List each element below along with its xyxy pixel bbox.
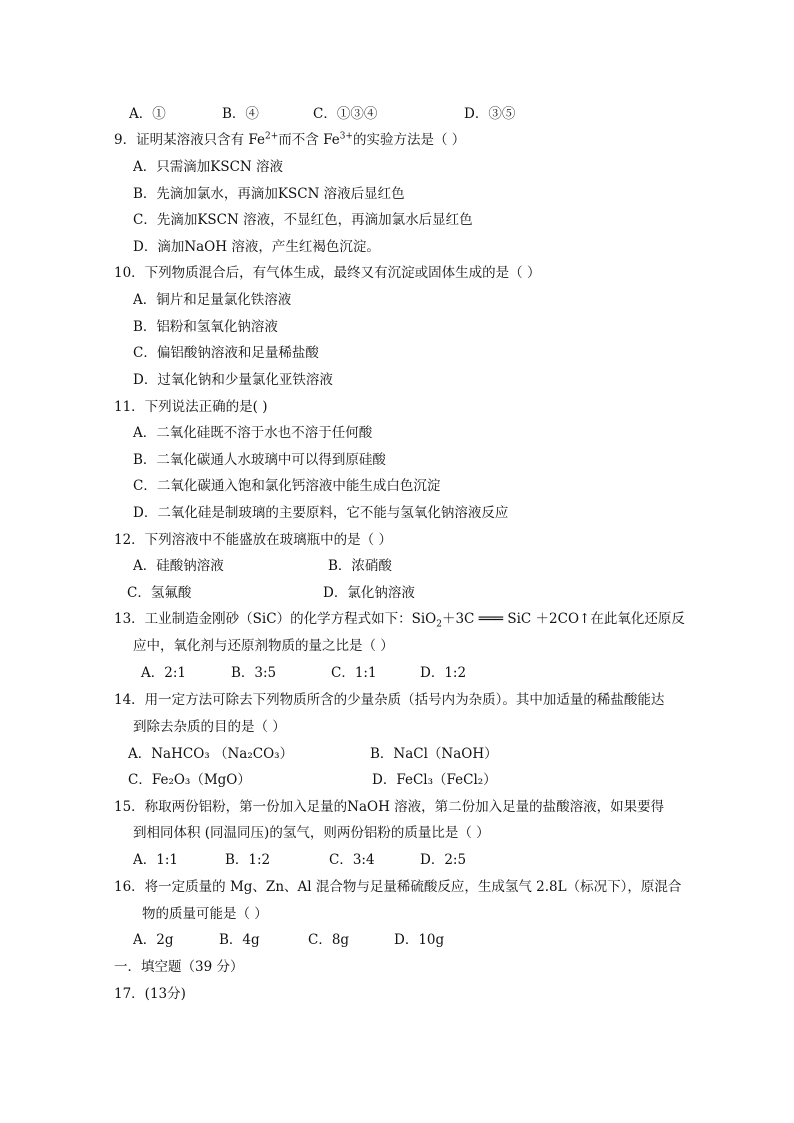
q13-stem-line-1 xyxy=(114,610,685,628)
q13-option-c: C．1:1 xyxy=(331,665,377,681)
q9-option-c: C．先滴加KSCN 溶液，不显红色，再滴加氯水后显红色 xyxy=(133,212,473,228)
q9-option-a: A．只需滴加KSCN 溶液 xyxy=(133,159,284,175)
q11-option-b: B．二氧化碳通人水玻璃中可以得到原硅酸 xyxy=(133,452,386,468)
q14-option-b: B．NaCl（NaOH） xyxy=(370,746,498,762)
q16-stem-line-2: 物的质量可能是（ ） xyxy=(142,906,268,922)
q9-stem-part: 9．证明某溶液只含有 Fe xyxy=(114,132,265,148)
q11-option-d: D．二氧化硅是制玻璃的主要原料，它不能与氢氧化钠溶液反应 xyxy=(133,505,509,521)
section-title: 一．填空题（39 分） xyxy=(114,959,244,975)
q13-option-b: B．3:5 xyxy=(231,665,277,681)
q15-option-d: D．2:5 xyxy=(420,852,467,868)
q15-option-a: A．1:1 xyxy=(133,852,178,868)
q11-option-a: A．二氧化硅既不溶于水也不溶于任何酸 xyxy=(133,425,373,441)
q16-option-a: A．2g xyxy=(133,932,174,948)
q12-option-d: D．氯化钠溶液 xyxy=(323,585,415,601)
q8-option-a: A．① xyxy=(129,106,166,122)
q15-option-c: C．3:4 xyxy=(329,852,375,868)
q14-option-c: C．Fe₂O₃（MgO） xyxy=(128,772,251,788)
q11-stem: 11．下列说法正确的是( ) xyxy=(114,399,268,415)
q12-stem: 12．下列溶液中不能盛放在玻璃瓶中的是（ ） xyxy=(114,532,392,548)
q9-charge: 3+ xyxy=(339,131,353,142)
q14-stem-line-1: 14．用一定方法可除去下列物质所含的少量杂质（括号内为杂质）。其中加适量的稀盐酸能达 xyxy=(114,692,665,708)
q8-option-b: B．④ xyxy=(222,106,259,122)
q15-stem-line-2: 到相同体积 (同温同压)的氢气，则两份铝粉的质量比是（ ） xyxy=(133,825,490,841)
q9-stem xyxy=(114,131,465,149)
q13-stem-part: 13．工业制造金刚砂（SiC）的化学方程式如下：SiO xyxy=(114,611,437,627)
q13-option-d: D．1:2 xyxy=(420,665,467,681)
q12-option-b: B．浓硝酸 xyxy=(328,558,392,574)
q14-stem-line-2: 到除去杂质的目的是（ ） xyxy=(133,719,286,735)
q9-option-b: B．先滴加氯水，再滴加KSCN 溶液后显红色 xyxy=(133,186,405,202)
q17-heading: 17．(13分) xyxy=(114,986,186,1002)
q8-option-c: C．①③④ xyxy=(313,106,378,122)
q13-subscript: 2 xyxy=(436,619,442,630)
q15-stem-line-1: 15．称取两份铝粉，第一份加入足量的NaOH 溶液，第二份加入足量的盐酸溶液，如果要得 xyxy=(114,799,665,815)
q10-option-a: A．铜片和足量氯化铁溶液 xyxy=(133,292,292,308)
q16-option-d: D．10g xyxy=(394,932,445,948)
q9-stem-part: 的实验方法是（ ） xyxy=(352,132,466,148)
q9-stem-part: 而不含 Fe xyxy=(278,132,340,148)
q11-option-c: C．二氧化碳通入饱和氯化钙溶液中能生成白色沉淀 xyxy=(133,478,441,494)
q16-option-b: B．4g xyxy=(219,932,260,948)
q8-option-d: D．③⑤ xyxy=(464,106,516,122)
q10-stem: 10．下列物质混合后，有气体生成，最终又有沉淀或固体生成的是（ ） xyxy=(114,265,541,281)
q10-option-c: C．偏铝酸钠溶液和足量稀盐酸 xyxy=(133,345,319,361)
q10-option-b: B．铝粉和氢氧化钠溶液 xyxy=(133,319,278,335)
q12-option-c: C．氢氟酸 xyxy=(127,585,192,601)
q13-option-a: A．2:1 xyxy=(141,665,186,681)
q9-charge: 2+ xyxy=(265,131,279,142)
q12-option-a: A．硅酸钠溶液 xyxy=(133,558,224,574)
q14-option-a: A．NaHCO₃ （Na₂CO₃） xyxy=(128,746,294,762)
q14-option-d: D．FeCl₃（FeCl₂） xyxy=(372,772,497,788)
q10-option-d: D．过氧化钠和少量氯化亚铁溶液 xyxy=(133,372,333,388)
q16-option-c: C．8g xyxy=(308,932,350,948)
q13-stem-part: ＋3C ═══ SiC ＋2CO↑在此氧化还原反 xyxy=(441,611,685,627)
q16-stem-line-1: 16．将一定质量的 Mg、Zn、Al 混合物与足量稀硫酸反应，生成氢气 2.8L（标况下），原混合 xyxy=(114,879,682,895)
q15-option-b: B．1:2 xyxy=(225,852,271,868)
q13-stem-line-2: 应中，氧化剂与还原剂物质的量之比是（ ） xyxy=(133,638,394,654)
q9-option-d: D．滴加NaOH 溶液，产生红褐色沉淀。 xyxy=(133,239,380,255)
